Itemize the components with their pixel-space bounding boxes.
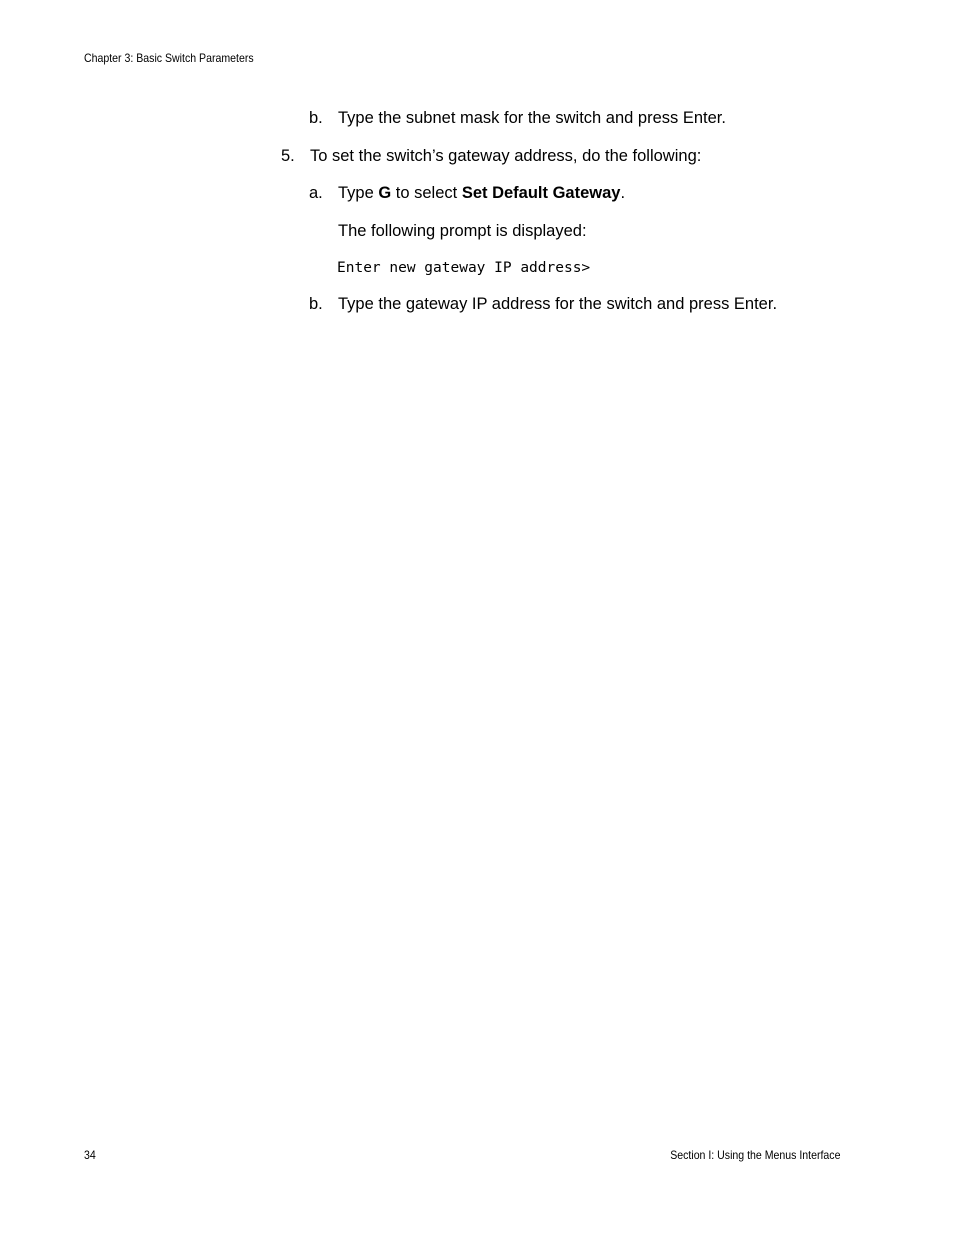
prompt-intro: The following prompt is displayed: xyxy=(338,222,587,240)
key-g: G xyxy=(378,184,392,202)
option-set-default-gateway: Set Default Gateway xyxy=(461,184,621,202)
step-5a-text-3: . xyxy=(620,184,626,202)
step-5a-marker: a. xyxy=(309,184,323,202)
step-4b-marker: b. xyxy=(309,109,323,127)
step-5-marker: 5. xyxy=(281,147,295,165)
step-4b-text: Type the subnet mask for the switch and press Enter. xyxy=(338,109,726,127)
step-5b-marker: b. xyxy=(309,295,323,313)
step-5b-text: Type the gateway IP address for the switch and press Enter. xyxy=(338,295,778,313)
page-number: 34 xyxy=(84,1148,96,1162)
step-5-text: To set the switch’s gateway address, do the following: xyxy=(310,147,702,165)
step-5a-text xyxy=(338,183,625,203)
step-5a-text-1: Type xyxy=(338,184,379,202)
running-header: Chapter 3: Basic Switch Parameters xyxy=(84,51,254,65)
section-title: Section I: Using the Menus Interface xyxy=(669,1148,840,1162)
prompt-code: Enter new gateway IP address> xyxy=(337,260,591,276)
step-5a-text-2: to select xyxy=(391,184,462,202)
